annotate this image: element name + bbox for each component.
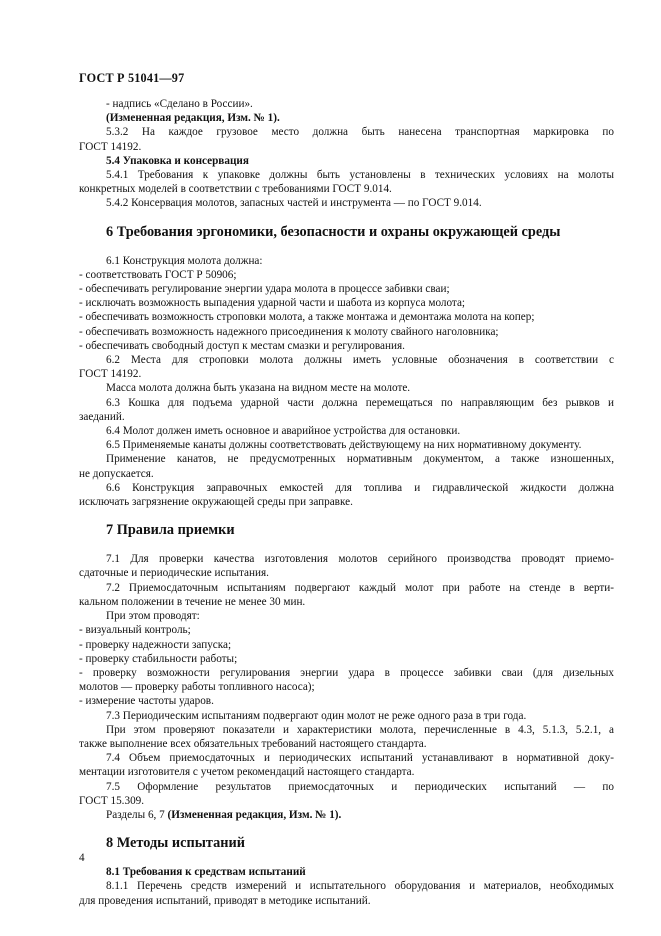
list-item: - исключать возможность выпадения ударной части и шабота из корпуса молота; xyxy=(79,297,466,310)
amendment-note xyxy=(79,808,614,822)
list-item: - обеспечивать возможность надежного присоединения к молоту свайного наголовника; xyxy=(79,325,499,338)
amendment-sections: Разделы 6, 7 xyxy=(106,808,168,821)
list-item: - измерение частоты ударов. xyxy=(79,695,214,708)
paragraph-line: 5.4.2 Консервация молотов, запасных частей и инструмента — по ГОСТ 9.014. xyxy=(106,197,482,210)
paragraph-line: 6.3 Кошка для подъема ударной части должна перемещаться по направляющим без рывков и xyxy=(106,396,614,409)
paragraph-line: ГОСТ 15.309. xyxy=(79,794,145,807)
paragraph-line: исключать загрязнение окружающей среды при заправке. xyxy=(79,496,353,509)
document-body xyxy=(79,97,614,908)
paragraph-line: ГОСТ 14192. xyxy=(79,368,142,381)
paragraph-line: Масса молота должна быть указана на видном месте на молоте. xyxy=(106,382,411,395)
list-item: - надпись «Сделано в России». xyxy=(106,98,253,110)
paragraph-line: 7.1 Для проверки качества изготовления молотов серийного производства проводят приемо- xyxy=(106,553,614,566)
amendment-label: (Измененная редакция, Изм. № 1). xyxy=(167,808,342,821)
list-item: - обеспечивать свободный доступ к местам смазки и регулирования. xyxy=(79,339,405,352)
amendment-note: (Измененная редакция, Изм. № 1). xyxy=(106,112,280,125)
section-7-heading: 7 Правила приемки xyxy=(106,522,235,539)
paragraph-line: 8.1.1 Перечень средств измерений и испытательного оборудования и материалов, необходимых xyxy=(106,880,614,893)
list-item: молотов — проверку работы топливного насоса); xyxy=(79,681,315,694)
paragraph-line: для проведения испытаний, приводят в методике испытаний. xyxy=(79,894,371,907)
paragraph-line: 5.3.2 На каждое грузовое место должна быть нанесена транспортная маркировка по xyxy=(106,126,614,139)
list-item: - обеспечивать возможность строповки молота, а также монтажа и демонтажа молота на копер; xyxy=(79,311,535,324)
list-item: - визуальный контроль; xyxy=(79,624,191,637)
section-8-heading: 8 Методы испытаний xyxy=(106,835,245,852)
paragraph-line: Применение канатов, не предусмотренных нормативным документом, а также изношенных, xyxy=(106,453,614,466)
section-6-heading: 6 Требования эргономики, безопасности и охраны окружающей среды xyxy=(106,223,561,240)
list-item: - обеспечивать регулирование энергии удара молота в процессе забивки сваи; xyxy=(79,283,450,296)
list-item: - соответствовать ГОСТ Р 50906; xyxy=(79,268,237,281)
paragraph-line: 6.4 Молот должен иметь основное и аварийное устройства для остановки. xyxy=(106,425,461,438)
paragraph-line: ГОСТ 14192. xyxy=(79,140,142,153)
paragraph-line: 6.5 Применяемые канаты должны соответствовать действующему на них нормативному документу. xyxy=(106,439,582,452)
paragraph-line: 7.3 Периодическим испытаниям подвергают один молот не реже одного раза в три года. xyxy=(106,709,527,722)
paragraph-line: 6.1 Конструкция молота должна: xyxy=(106,254,263,267)
paragraph-line: конкретных моделей в соответствии с требованиями ГОСТ 9.014. xyxy=(79,183,392,196)
paragraph-line: не допускается. xyxy=(79,467,154,480)
paragraph-line: также выполнение всех обязательных требований настоящего стандарта. xyxy=(79,737,427,750)
paragraph-line: 7.4 Объем приемосдаточных и периодических испытаний устанавливают в нормативной доку- xyxy=(106,752,614,765)
paragraph-line: кальном положении в течение не менее 30 мин. xyxy=(79,595,306,608)
paragraph-line: ментации изготовителя с учетом рекомендаций настоящего стандарта. xyxy=(79,766,415,779)
paragraph-line: При этом проводят: xyxy=(106,610,200,623)
paragraph-line: 6.2 Места для строповки молота должны иметь условные обозначения в соответствии с xyxy=(106,354,614,367)
paragraph-line: заеданий. xyxy=(79,410,125,423)
page-number: 4 xyxy=(79,852,85,864)
paragraph-line: 7.2 Приемосдаточным испытаниям подвергают каждый молот при работе на стенде в верти- xyxy=(106,581,614,594)
list-item: - проверку надежности запуска; xyxy=(79,638,232,651)
paragraph-line: 5.4.1 Требования к упаковке должны быть установлены в технических условиях на молоты xyxy=(106,169,614,182)
page-header: ГОСТ Р 51041—97 xyxy=(79,71,185,85)
list-item: - проверку возможности регулирования энергии удара в процессе забивки сваи (для дизельных xyxy=(79,666,614,679)
subsection-heading: 8.1 Требования к средствам испытаний xyxy=(106,866,306,879)
paragraph-line: 6.6 Конструкция заправочных емкостей для топлива и гидравлической жидкости должна xyxy=(106,481,614,494)
paragraph-line: сдаточные и периодические испытания. xyxy=(79,567,269,580)
paragraph-line: При этом проверяют показатели и характеристики молота, перечисленные в 4.3, 5.1.3, 5.2.1, а xyxy=(106,723,614,736)
paragraph-line: 7.5 Оформление результатов приемосдаточных и периодических испытаний — по xyxy=(106,780,614,793)
list-item: - проверку стабильности работы; xyxy=(79,652,238,665)
subsection-heading: 5.4 Упаковка и консервация xyxy=(106,154,249,167)
